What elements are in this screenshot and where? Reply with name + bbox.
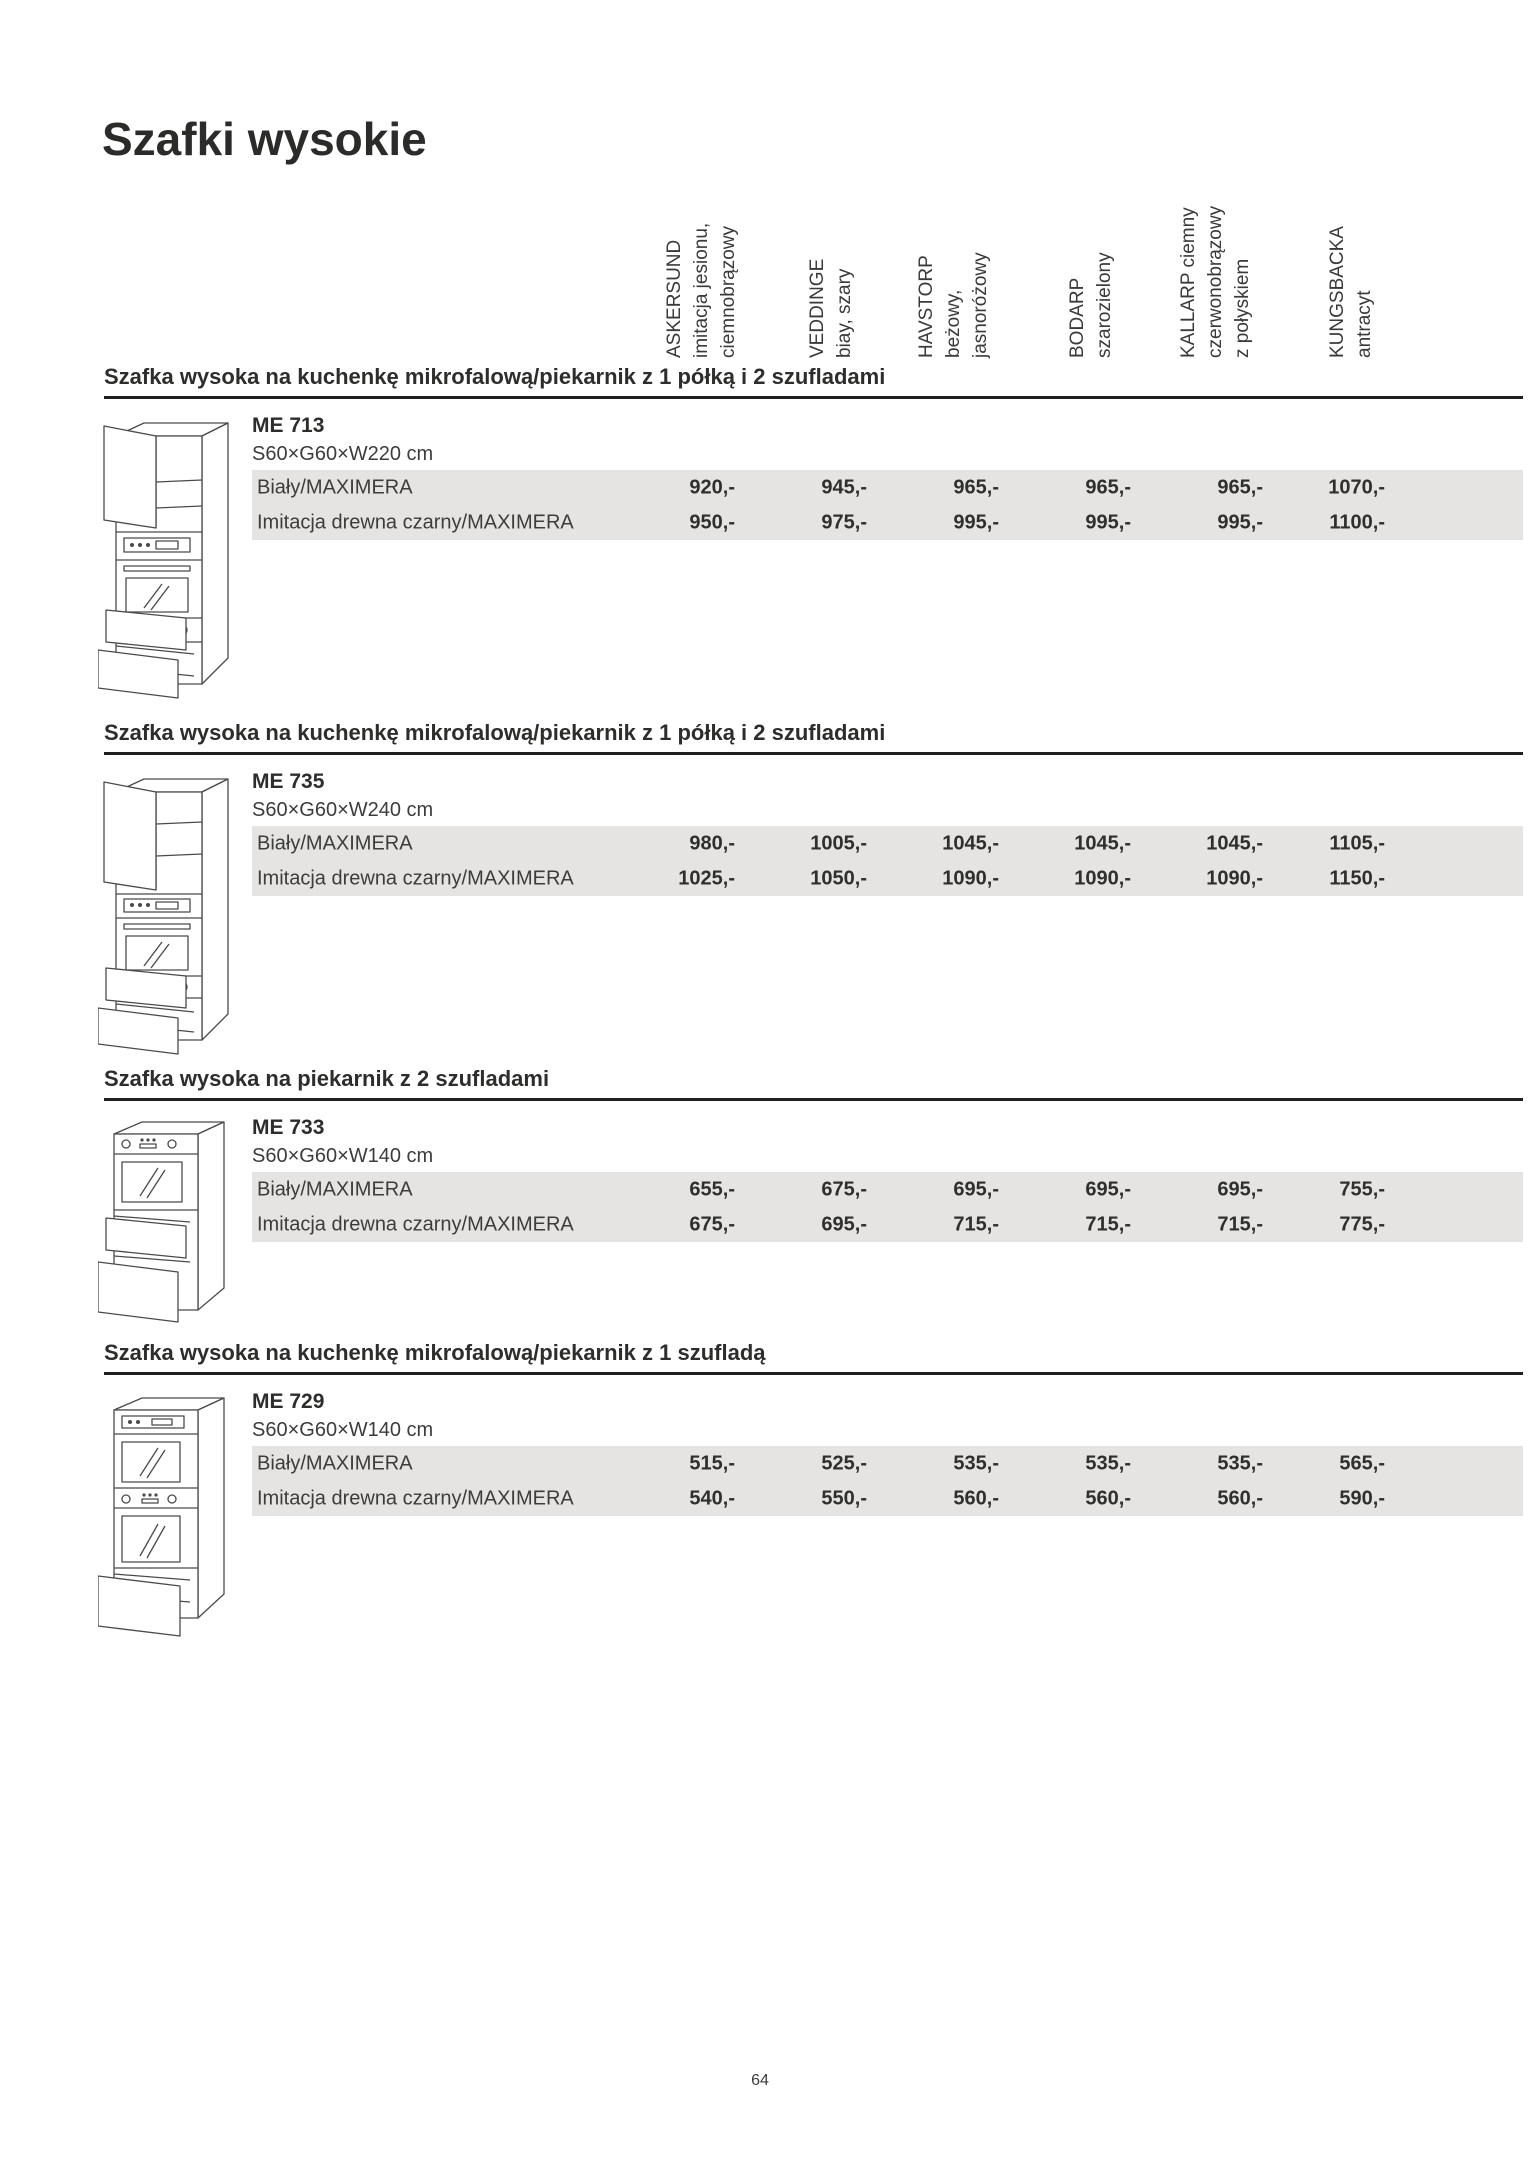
finish-line: VEDDINGE: [807, 258, 828, 358]
model-dimensions: S60×G60×W140 cm: [252, 1419, 434, 1441]
price-cell: 655,-: [689, 1178, 735, 1200]
price-cell: 1045,-: [942, 832, 999, 854]
price-cell: 1105,-: [1329, 832, 1385, 854]
price-cell: 980,-: [689, 832, 735, 854]
price-cell: 525,-: [821, 1452, 867, 1474]
table-row: [252, 1172, 1523, 1207]
cabinet-illustration-me733: [98, 1110, 238, 1332]
finish-line: biay, szary: [834, 268, 855, 358]
price-cell: 965,-: [1085, 476, 1131, 498]
price-cell: 715,-: [1217, 1213, 1263, 1235]
price-cell: 550,-: [821, 1487, 867, 1509]
price-cell: 1045,-: [1206, 832, 1263, 854]
table-row: [252, 861, 1523, 896]
row-label: Imitacja drewna czarny/MAXIMERA: [257, 1213, 574, 1235]
price-cell: 945,-: [821, 476, 867, 498]
row-label: Biały/MAXIMERA: [257, 1178, 413, 1200]
price-table: [252, 1172, 1523, 1242]
row-label: Imitacja drewna czarny/MAXIMERA: [257, 867, 574, 889]
row-label: Imitacja drewna czarny/MAXIMERA: [257, 511, 574, 533]
price-cell: 565,-: [1339, 1452, 1385, 1474]
price-cell: 1025,-: [678, 867, 735, 889]
price-cell: 1005,-: [810, 832, 867, 854]
price-cell: 535,-: [953, 1452, 999, 1474]
model-code: ME 729: [252, 1390, 325, 1413]
cabinet-illustration-me729: [98, 1386, 238, 1644]
finish-line: BODARP: [1067, 277, 1088, 358]
finish-column-bodarp: [1064, 108, 1118, 358]
price-cell: 1045,-: [1074, 832, 1131, 854]
table-row: [252, 505, 1523, 540]
finish-line: szarozielony: [1094, 252, 1115, 358]
row-label: Imitacja drewna czarny/MAXIMERA: [257, 1487, 574, 1509]
price-cell: 1150,-: [1329, 867, 1385, 889]
section-heading: Szafka wysoka na kuchenkę mikrofalową/piekarnik z 1 półką i 2 szufladami: [104, 720, 886, 745]
table-row: [252, 470, 1523, 505]
price-cell: 695,-: [1085, 1178, 1131, 1200]
table-row: [252, 1481, 1523, 1516]
price-cell: 995,-: [1217, 511, 1263, 533]
price-cell: 1050,-: [810, 867, 867, 889]
section-rule: [104, 752, 1523, 755]
price-cell: 515,-: [689, 1452, 735, 1474]
section-rule: [104, 396, 1523, 399]
price-table: [252, 1446, 1523, 1516]
finish-line: HAVSTORP: [916, 255, 937, 358]
finish-column-veddinge: [804, 108, 858, 358]
table-row: [252, 826, 1523, 861]
price-cell: 695,-: [953, 1178, 999, 1200]
finish-line: jasnoróżowy: [970, 252, 991, 358]
finish-line: z połyskiem: [1232, 258, 1253, 358]
table-row: [252, 1446, 1523, 1481]
finish-line: antracyt: [1354, 290, 1375, 358]
cabinet-illustration-me713: [98, 410, 238, 700]
finish-line: imitacja jesionu,: [691, 222, 712, 358]
price-cell: 675,-: [821, 1178, 867, 1200]
price-cell: 1090,-: [1074, 867, 1131, 889]
price-cell: 560,-: [1085, 1487, 1131, 1509]
model-code: ME 733: [252, 1116, 325, 1139]
price-cell: 995,-: [953, 511, 999, 533]
finish-line: KALLARP ciemny: [1178, 207, 1199, 358]
finish-line: beżowy,: [943, 289, 964, 358]
table-row: [252, 1207, 1523, 1242]
page-number: 64: [751, 2072, 769, 2089]
price-cell: 1100,-: [1329, 511, 1385, 533]
finish-column-havstorp: [913, 108, 994, 358]
price-cell: 560,-: [1217, 1487, 1263, 1509]
finish-column-kungsbacka: [1324, 108, 1378, 358]
price-cell: 540,-: [689, 1487, 735, 1509]
page-title: Szafki wysokie: [102, 113, 427, 165]
row-label: Biały/MAXIMERA: [257, 476, 413, 498]
finish-line: czerwonobrązowy: [1205, 205, 1226, 358]
price-cell: 535,-: [1085, 1452, 1131, 1474]
price-cell: 965,-: [953, 476, 999, 498]
price-cell: 695,-: [1217, 1178, 1263, 1200]
section-heading: Szafka wysoka na kuchenkę mikrofalową/piekarnik z 1 szufladą: [104, 1340, 766, 1365]
model-dimensions: S60×G60×W140 cm: [252, 1145, 434, 1167]
price-cell: 695,-: [821, 1213, 867, 1235]
price-table: [252, 470, 1523, 540]
price-cell: 755,-: [1339, 1178, 1385, 1200]
row-label: Biały/MAXIMERA: [257, 1452, 413, 1474]
price-cell: 775,-: [1339, 1213, 1385, 1235]
price-cell: 975,-: [821, 511, 867, 533]
finish-line: ASKERSUND: [664, 239, 685, 358]
finish-line: KUNGSBACKA: [1327, 226, 1348, 358]
model-dimensions: S60×G60×W220 cm: [252, 443, 434, 465]
price-cell: 590,-: [1339, 1487, 1385, 1509]
model-code: ME 735: [252, 770, 325, 793]
section-heading: Szafka wysoka na piekarnik z 2 szufladami: [104, 1066, 550, 1091]
price-cell: 715,-: [953, 1213, 999, 1235]
price-cell: 920,-: [689, 476, 735, 498]
model-dimensions: S60×G60×W240 cm: [252, 799, 434, 821]
row-label: Biały/MAXIMERA: [257, 832, 413, 854]
price-cell: 715,-: [1085, 1213, 1131, 1235]
price-cell: 1090,-: [942, 867, 999, 889]
finish-column-kallarp: [1175, 108, 1256, 358]
price-cell: 1070,-: [1328, 476, 1385, 498]
price-cell: 535,-: [1217, 1452, 1263, 1474]
finish-line: ciemnobrązowy: [718, 226, 739, 358]
finish-column-askersund: [661, 108, 742, 358]
model-code: ME 713: [252, 414, 325, 437]
price-cell: 995,-: [1085, 511, 1131, 533]
price-table: [252, 826, 1523, 896]
section-rule: [104, 1098, 1523, 1101]
cabinet-illustration-me735: [98, 766, 238, 1056]
section-heading: Szafka wysoka na kuchenkę mikrofalową/piekarnik z 1 półką i 2 szufladami: [104, 364, 886, 389]
price-cell: 965,-: [1217, 476, 1263, 498]
price-cell: 675,-: [689, 1213, 735, 1235]
section-rule: [104, 1372, 1523, 1375]
price-cell: 1090,-: [1206, 867, 1263, 889]
price-cell: 950,-: [689, 511, 735, 533]
price-cell: 560,-: [953, 1487, 999, 1509]
